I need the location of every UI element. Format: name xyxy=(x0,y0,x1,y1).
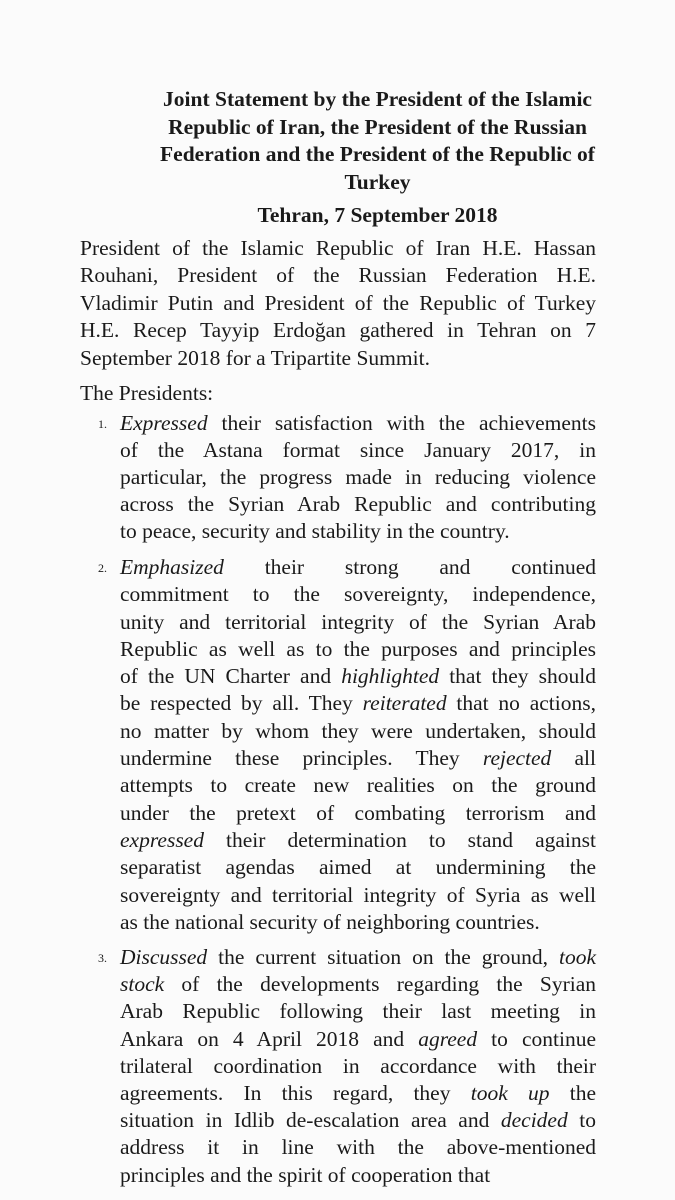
emphasis-run: highlighted xyxy=(341,664,440,689)
list-item-line xyxy=(120,854,596,881)
text-run: Arab Republic following their last meeting in xyxy=(120,999,596,1024)
text-run: agreements. In this regard, they xyxy=(120,1081,471,1106)
emphasis-run: rejected xyxy=(482,746,552,771)
list-item-line xyxy=(120,1080,596,1107)
text-run: the current situation on the ground, xyxy=(207,945,559,969)
list-item-line xyxy=(120,800,596,827)
text-run: to xyxy=(567,1108,596,1133)
list-item-line xyxy=(120,491,596,518)
emphasis-run: took up xyxy=(470,1081,550,1106)
emphasis-run: expressed xyxy=(120,827,204,852)
list-item-line xyxy=(120,944,596,971)
text-run: situation in Idlib de-escalation area and xyxy=(120,1108,501,1133)
title-line: Federation and the President of the Republic of xyxy=(160,142,595,166)
list-item xyxy=(98,554,597,936)
dateline: Tehran, 7 September 2018 xyxy=(257,203,498,227)
intro-paragraph xyxy=(80,235,596,372)
emphasis-run: decided xyxy=(500,1108,568,1133)
list-item-line xyxy=(120,1134,596,1161)
list-item-line xyxy=(120,518,596,545)
text-run: their satisfaction with the achievements xyxy=(207,411,596,435)
emphasis-run: Emphasized xyxy=(120,555,224,579)
list-item-line xyxy=(120,772,596,799)
emphasis-run: Discussed xyxy=(120,945,208,969)
list-item-line xyxy=(120,1026,596,1053)
text-run: address it in line with the above-mentioned xyxy=(120,1135,596,1160)
list-item-text xyxy=(120,554,596,936)
text-run: of the UN Charter and xyxy=(120,664,342,689)
list-item-line xyxy=(120,554,596,581)
list-item-line xyxy=(120,882,596,909)
list-item-line xyxy=(120,437,596,464)
text-run: that no actions, xyxy=(446,691,596,716)
list-item-line xyxy=(120,827,596,854)
intro-line: Rouhani, President of the Russian Federation H.E. xyxy=(80,263,596,288)
text-run: that they should xyxy=(439,664,596,689)
text-run: be respected by all. They xyxy=(120,691,363,716)
list-item-line xyxy=(120,690,596,717)
intro-line: H.E. Recep Tayyip Erdoğan gathered in Tehran on 7 xyxy=(80,318,596,343)
list-item-line xyxy=(120,909,596,936)
list-item-number: 3. xyxy=(98,951,107,965)
text-run: their strong and continued xyxy=(223,555,596,579)
list-item-number: 2. xyxy=(98,561,107,575)
list-item-line xyxy=(120,1107,596,1134)
text-run: unity and territorial integrity of the Syrian Arab xyxy=(120,609,596,634)
list-item-line xyxy=(120,1053,596,1080)
intro-line: Vladimir Putin and President of the Republic of Turkey xyxy=(80,290,596,315)
presidents-label: The Presidents: xyxy=(80,381,214,405)
text-run: Republic as well as to the purposes and principles xyxy=(120,636,596,661)
list-item-line xyxy=(120,636,596,663)
intro-line: President of the Islamic Republic of Iran H.E. Hassan xyxy=(80,236,596,260)
list-item-line xyxy=(120,718,596,745)
emphasis-run: agreed xyxy=(418,1026,478,1051)
text-run: undermine these principles. They xyxy=(120,746,483,771)
list-item-line xyxy=(120,410,596,437)
text-run: Ankara on 4 April 2018 and xyxy=(120,1026,419,1051)
list-item-text xyxy=(120,944,596,1189)
list-item xyxy=(98,410,596,545)
emphasis-run: took xyxy=(558,945,596,969)
text-run: to continue xyxy=(477,1026,596,1051)
title-line: Turkey xyxy=(344,169,411,194)
list-item-line xyxy=(120,998,596,1025)
list-item-line xyxy=(120,971,596,998)
emphasis-run: stock xyxy=(120,972,165,997)
list-item-line xyxy=(120,581,596,608)
text-run: separatist agendas aimed at undermining the xyxy=(120,855,596,880)
list-item-number: 1. xyxy=(98,417,107,431)
text-run: particular, the progress made in reducing violence xyxy=(120,465,596,490)
statement-title xyxy=(80,86,675,196)
text-run: under the pretext of combating terrorism and xyxy=(120,800,596,825)
list-item-line xyxy=(120,1162,596,1189)
list-item-line xyxy=(120,663,596,690)
list-item-line xyxy=(120,745,596,772)
text-run: all xyxy=(551,746,597,771)
text-run: trilateral coordination in accordance with their xyxy=(120,1053,596,1078)
text-run: as the national security of neighboring countries. xyxy=(120,909,540,934)
text-run: of the developments regarding the Syrian xyxy=(164,972,596,997)
text-run: principles and the spirit of cooperation that xyxy=(120,1162,491,1187)
list-item-line xyxy=(120,464,596,491)
text-run: the xyxy=(549,1081,596,1106)
text-run: attempts to create new realities on the ground xyxy=(120,773,596,798)
list-item-line xyxy=(120,609,596,636)
title-line: Republic of Iran, the President of the Russian xyxy=(168,114,587,139)
text-run: across the Syrian Arab Republic and contributing xyxy=(120,492,596,517)
list-item xyxy=(98,944,596,1189)
text-run: no matter by whom they were undertaken, should xyxy=(120,718,596,743)
intro-line: September 2018 for a Tripartite Summit. xyxy=(80,345,430,370)
text-run: commitment to the sovereignty, independence, xyxy=(120,582,596,607)
list-item-text xyxy=(120,410,596,545)
text-run: sovereignty and territorial integrity of Syria as well xyxy=(120,882,596,907)
emphasis-run: Expressed xyxy=(120,411,208,435)
emphasis-run: reiterated xyxy=(362,691,447,716)
text-run: to peace, security and stability in the country. xyxy=(120,519,510,544)
text-run: of the Astana format since January 2017, in xyxy=(120,438,596,463)
text-run: their determination to stand against xyxy=(203,827,596,852)
title-line: Joint Statement by the President of the Islamic xyxy=(163,87,592,111)
